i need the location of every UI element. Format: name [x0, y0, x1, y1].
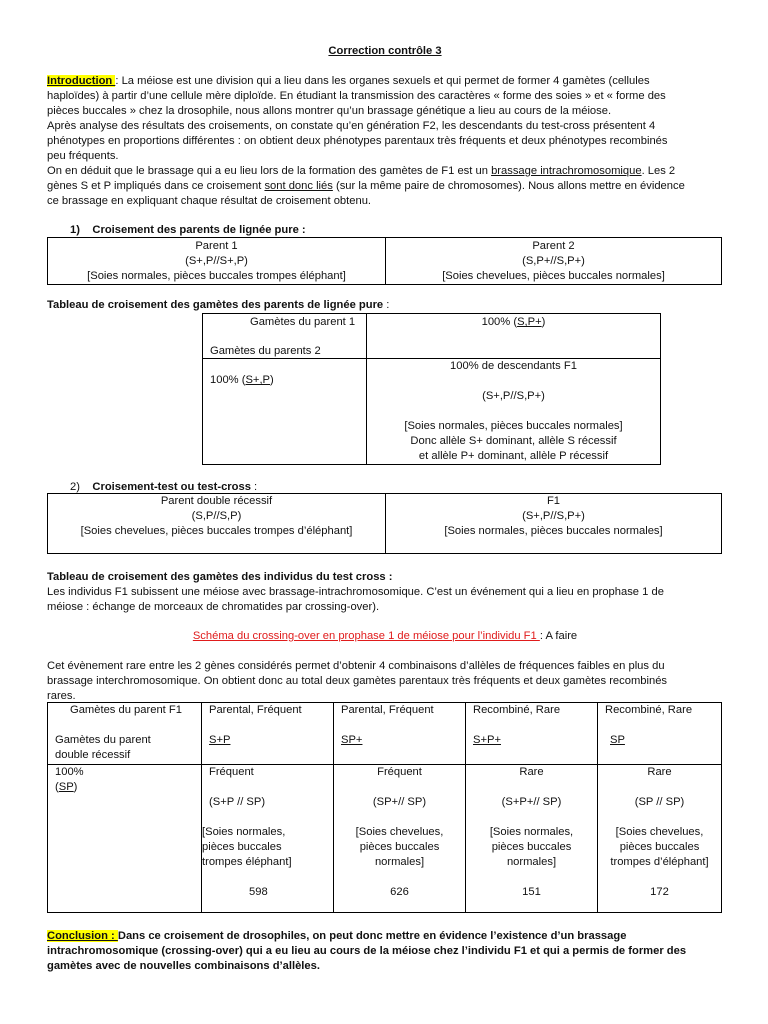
text: ) [73, 781, 78, 793]
lies-term: sont donc liés [264, 180, 333, 192]
gamete-header-cell [598, 703, 722, 765]
text: gènes S et P impliqués dans ce croisement [47, 180, 265, 192]
offspring-genotype: (S+P // SP) [209, 796, 266, 808]
frequency: Fréquent [377, 766, 422, 778]
intro-line [47, 179, 723, 194]
text: 100% ( [210, 374, 246, 386]
gamete: S+P [209, 734, 231, 746]
document-title: Correction contrôle 3 [328, 45, 442, 57]
parent-2-gamete-cell [203, 359, 367, 465]
pure-line-cross-table [202, 313, 661, 465]
test-cross-paragraph [47, 570, 723, 615]
offspring-genotype: (SP+// SP) [372, 796, 427, 808]
schema-line [0, 629, 768, 644]
gametes-parent-2-label: Gamètes du parents 2 [210, 345, 321, 357]
phenotype-line: [Soies normales, [489, 826, 574, 838]
section-title: Croisement des parents de lignée pure : [92, 224, 306, 236]
result-genotype: (S+,P//S,P+) [482, 390, 545, 402]
dominance-line: Donc allèle S+ dominant, allèle S récessif [410, 435, 617, 447]
text: : [250, 481, 258, 493]
gametes-recessive-label: double récessif [55, 749, 131, 761]
parent-phenotype: [Soies normales, pièces buccales normales] [444, 525, 663, 537]
offspring-cell [334, 765, 466, 913]
parent-name: F1 [546, 495, 561, 507]
intro-line: peu fréquents. [47, 150, 119, 162]
intro-line [47, 164, 723, 179]
gamete: S,P+ [517, 316, 542, 328]
parent-1-cell [48, 238, 386, 285]
phenotype-line: [Soies chevelues, [355, 826, 444, 838]
text-line: Dans ce croisement de drosophiles, on peut donc mettre en évidence l’existence d’un brassage [117, 930, 627, 942]
parent-genotype: (S+,P//S+,P) [185, 255, 248, 267]
text-line: Les individus F1 subissent une méiose avec brassage-intrachromosomique. C’est un événement qui a lieu en prophase 1 de [47, 586, 664, 598]
phenotype-line: normales] [506, 856, 557, 868]
phenotype-line: pièces buccales [359, 841, 440, 853]
double-recessive-cell [48, 494, 386, 554]
parent-name: Parent double récessif [160, 495, 273, 507]
gamete-header-cell [202, 703, 334, 765]
gamete: SP+ [341, 734, 363, 746]
text: 100% ( [481, 316, 518, 328]
section-title: Croisement-test ou test-cross [92, 481, 251, 493]
intro-line: ce brassage en expliquant chaque résultat de croisement obtenu. [47, 195, 372, 207]
section-1-heading [70, 223, 306, 238]
gamete: SP [610, 734, 625, 746]
frequency: Fréquent [209, 766, 254, 778]
gamete: S+,P [245, 374, 271, 386]
parent-genotype: (S+,P//S,P+) [522, 510, 585, 522]
phenotype-line: [Soies chevelues, [615, 826, 704, 838]
section-number: 2) [70, 481, 80, 493]
introduction-paragraph [47, 74, 723, 209]
text-line: intrachromosomique (crossing-over) qui a eu lieu au cours de la méiose chez l’individu F1 et qui a permis de former des [47, 945, 687, 957]
gamete: SP [58, 781, 74, 793]
intro-line: pièces buccales » chez la drosophile, nous allons montrer qu’un brassage génétique a lieu au cours de la méiose. [47, 105, 612, 117]
text: : A faire [539, 630, 578, 642]
text-line: rares. [47, 690, 76, 702]
frequency: Rare [647, 766, 672, 778]
text: ) [541, 316, 546, 328]
text-line: Cet évènement rare entre les 2 gènes considérés permet d’obtenir 4 combinaisons d’allèles de fréquences faibles en plus du [47, 660, 665, 672]
text: (sur la même paire de chromosomes). Nous allons mettre en évidence [332, 180, 685, 192]
parent-phenotype: [Soies chevelues, pièces buccales trompes d’éléphant] [80, 525, 353, 537]
dominance-line: et allèle P+ dominant, allèle P récessif [418, 450, 609, 462]
table-1-title [47, 298, 389, 313]
parent-phenotype: [Soies chevelues, pièces buccales normales] [442, 270, 665, 282]
brassage-term: brassage intrachromosomique [491, 165, 642, 177]
offspring-count: 151 [522, 886, 541, 898]
gamete-header-cell [334, 703, 466, 765]
phenotype-line: trompes d’éléphant] [610, 856, 709, 868]
text: On en déduit que le brassage qui a eu lieu lors de la formation des gamètes de F1 est un [47, 165, 492, 177]
recessive-gamete-cell [48, 765, 202, 913]
table-title: Tableau de croisement des gamètes des individus du test cross : [47, 571, 393, 583]
gametes-recessive-label: Gamètes du parent [55, 734, 151, 746]
header-corner-cell [48, 703, 202, 765]
parent-name: Parent 1 [195, 240, 238, 252]
gamete: S+P+ [473, 734, 501, 746]
parent-1-gamete-cell [367, 314, 661, 359]
schema-link[interactable]: Schéma du crossing-over en prophase 1 de méiose pour l’individu F1 [192, 630, 540, 642]
parent-name: Parent 2 [532, 240, 575, 252]
phenotype-line: [Soies normales, [202, 826, 286, 838]
result-phenotype: [Soies normales, pièces buccales normales] [404, 420, 623, 432]
offspring-count: 172 [650, 886, 669, 898]
offspring-count: 598 [249, 886, 268, 898]
percentage: 100% [55, 766, 84, 778]
parent-phenotype: [Soies normales, pièces buccales trompes éléphant] [87, 270, 346, 282]
phenotype-line: pièces buccales [619, 841, 700, 853]
gametes-f1-label: Gamètes du parent F1 [70, 704, 182, 716]
text-line: gamètes avec de nouvelles combinaisons d’allèles. [47, 960, 320, 972]
gamete-header-cell [466, 703, 598, 765]
phenotype-line: trompes éléphant] [202, 856, 292, 868]
text: ) [270, 374, 274, 386]
gamete-type: Parental, Fréquent [341, 704, 434, 716]
conclusion-paragraph [47, 929, 723, 974]
gametes-parent-1-label: Gamètes du parent 1 [250, 316, 356, 328]
introduction-label: Introduction [47, 75, 116, 87]
offspring-cell [598, 765, 722, 913]
parent-genotype: (S,P+//S,P+) [522, 255, 585, 267]
f1-cell [386, 494, 722, 554]
phenotype-line: pièces buccales [491, 841, 572, 853]
offspring-cell [466, 765, 598, 913]
result-line: 100% de descendants F1 [450, 360, 577, 372]
text: ( [55, 781, 59, 793]
text: . Les 2 [641, 165, 676, 177]
text-line: méiose : échange de morceaux de chromatides par crossing-over). [47, 601, 380, 613]
text: : [383, 299, 390, 311]
intro-line: haploïdes) à partir d’une cellule mère diploïde. En étudiant la transmission des caractères « forme des soies » et « forme des [47, 90, 666, 102]
header-corner-cell [203, 314, 367, 359]
intro-line: : La méiose est une division qui a lieu dans les organes sexuels et qui permet de former 4 gamètes (cellules [115, 75, 650, 87]
phenotype-line: pièces buccales [202, 841, 282, 853]
f1-result-cell [367, 359, 661, 465]
parent-2-cell [386, 238, 722, 285]
conclusion-label: Conclusion : [47, 930, 118, 942]
section-number: 1) [70, 224, 80, 236]
parents-table [47, 237, 722, 285]
frequency: Rare [519, 766, 544, 778]
test-cross-parents-table [47, 493, 722, 554]
phenotype-line: normales] [374, 856, 425, 868]
intro-line: phénotypes en proportions différentes : on obtient deux phénotypes parentaux très fréquents et deux phénotypes recombinés [47, 135, 668, 147]
offspring-cell [202, 765, 334, 913]
gamete-type: Recombiné, Rare [605, 704, 693, 716]
gamete-type: Recombiné, Rare [473, 704, 561, 716]
gamete-type: Parental, Fréquent [209, 704, 302, 716]
offspring-count: 626 [390, 886, 409, 898]
event-paragraph [47, 659, 723, 704]
intro-line: Après analyse des résultats des croisements, on constate qu’en génération F2, les descendants du test-cross présentent 4 [47, 120, 656, 132]
table-title: Tableau de croisement des gamètes des parents de lignée pure [47, 299, 384, 311]
parent-genotype: (S,P//S,P) [191, 510, 242, 522]
text-line: brassage interchromosomique. On obtient donc au total deux gamètes parentaux très fréquents et deux gamètes recombinés [47, 675, 668, 687]
offspring-genotype: (SP // SP) [634, 796, 685, 808]
offspring-genotype: (S+P+// SP) [501, 796, 562, 808]
test-cross-gametes-table [47, 702, 722, 913]
